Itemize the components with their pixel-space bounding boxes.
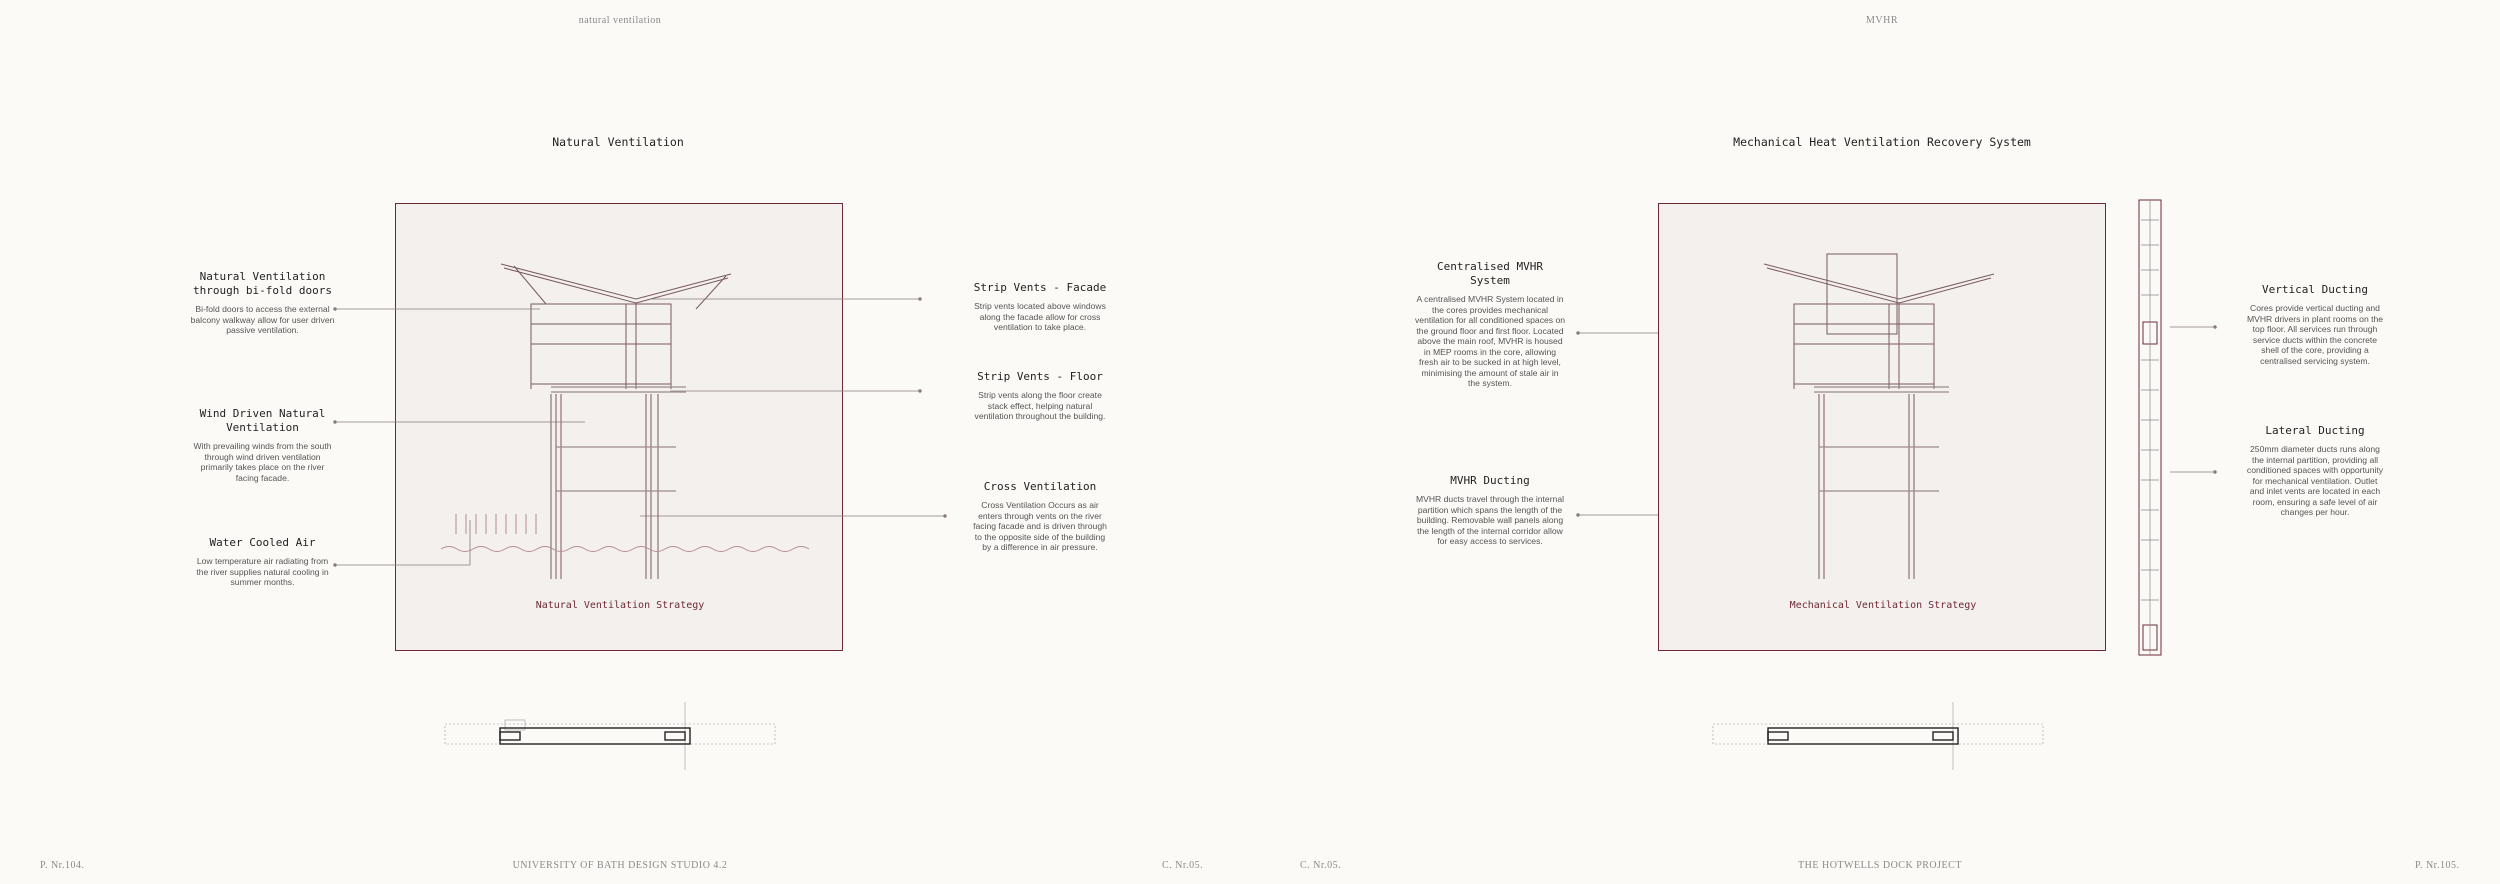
key-plan-right — [1713, 700, 2048, 775]
annotation-lateral-ducting — [2245, 424, 2385, 518]
annotation-body: MVHR ducts travel through the internal partition which spans the length of the building. Removable wall panels along the length of the internal corridor allow for easy access to services. — [1415, 494, 1565, 546]
annotation-heading: Wind Driven Natural Ventilation — [199, 407, 326, 434]
annotation-strip-vents-floor — [970, 370, 1110, 422]
institution-label: UNIVERSITY OF BATH DESIGN STUDIO 4.2 — [512, 860, 728, 871]
key-plan-left — [445, 700, 780, 775]
vertical-core-section — [2135, 200, 2175, 655]
annotation-body: 250mm diameter ducts runs along the internal partition, providing all conditioned spaces with opportunity for mechanical ventilation. Outlet and inlet vents are located in each room, ensuring a safe level of air changes per hour. — [2246, 444, 2384, 517]
project-label: THE HOTWELLS DOCK PROJECT — [1798, 860, 1962, 871]
annotation-body: With prevailing winds from the south through wind driven ventilation primarily takes place on the river facing facade. — [193, 441, 332, 483]
annotation-heading: Strip Vents - Floor — [977, 370, 1103, 383]
annotation-water-cooled — [190, 536, 335, 588]
annotation-cross-ventilation — [970, 480, 1110, 553]
annotation-heading: Strip Vents - Facade — [973, 281, 1107, 294]
annotation-body: Strip vents located above windows along the facade allow for cross ventilation to take place. — [974, 301, 1106, 332]
mvhr-section-drawing — [1659, 204, 2107, 652]
page-number-right: P. Nr.105. — [2415, 860, 2460, 871]
annotation-heading: Vertical Ducting — [2262, 283, 2368, 296]
annotation-heading: MVHR Ducting — [1450, 474, 1530, 487]
right-panel-caption: Mechanical Ventilation Strategy — [1789, 600, 1977, 611]
annotation-body: Cores provide vertical ducting and MVHR drivers in plant rooms on the top floor. All services run through service ducts within the concrete shell of the core, providing a centralised servicing system. — [2246, 303, 2384, 366]
annotation-strip-vents-facade — [970, 281, 1110, 333]
left-panel-caption: Natural Ventilation Strategy — [535, 600, 705, 611]
annotation-vertical-ducting — [2245, 283, 2385, 366]
annotation-centralised-mvhr — [1415, 260, 1565, 389]
annotation-heading: Lateral Ducting — [2265, 424, 2365, 437]
annotation-heading: Water Cooled Air — [209, 536, 316, 549]
section-label-right: MVHR — [1865, 15, 1898, 26]
annotation-mvhr-ducting — [1415, 474, 1565, 547]
annotation-heading: Centralised MVHR System — [1437, 260, 1543, 287]
chapter-number-right: C. Nr.05. — [1300, 860, 1342, 871]
section-label-left: natural ventilation — [578, 15, 662, 26]
annotation-heading: Cross Ventilation — [983, 480, 1097, 493]
right-title: Mechanical Heat Ventilation Recovery System — [1733, 135, 2031, 149]
page-number-left: P. Nr.104. — [40, 860, 85, 871]
left-title: Natural Ventilation — [552, 135, 684, 149]
annotation-body: Low temperature air radiating from the river supplies natural cooling in summer months. — [196, 556, 329, 587]
annotation-heading: Natural Ventilation through bi-fold doors — [192, 270, 333, 297]
annotation-body: Cross Ventilation Occurs as air enters through vents on the river facing facade and is driven through to the opposite side of the building by a difference in air pressure. — [973, 500, 1107, 552]
annotation-body: A centralised MVHR System located in the cores provides mechanical ventilation for all conditioned spaces on the ground floor and first floor. Located above the main roof, MVHR is housed in MEP rooms in the core, allowing fresh air to be sucked in at high level, minimising the amount of stale air in the system. — [1415, 294, 1566, 388]
chapter-number-left: C. Nr.05. — [1162, 860, 1204, 871]
annotation-body: Bi-fold doors to access the external balcony walkway allow for user driven passive ventilation. — [190, 304, 335, 335]
mvhr-panel — [1658, 203, 2106, 651]
annotation-bifold-doors — [190, 270, 335, 336]
annotation-wind-driven — [190, 407, 335, 483]
annotation-body: Strip vents along the floor create stack effect, helping natural ventilation throughout the building. — [974, 390, 1106, 421]
